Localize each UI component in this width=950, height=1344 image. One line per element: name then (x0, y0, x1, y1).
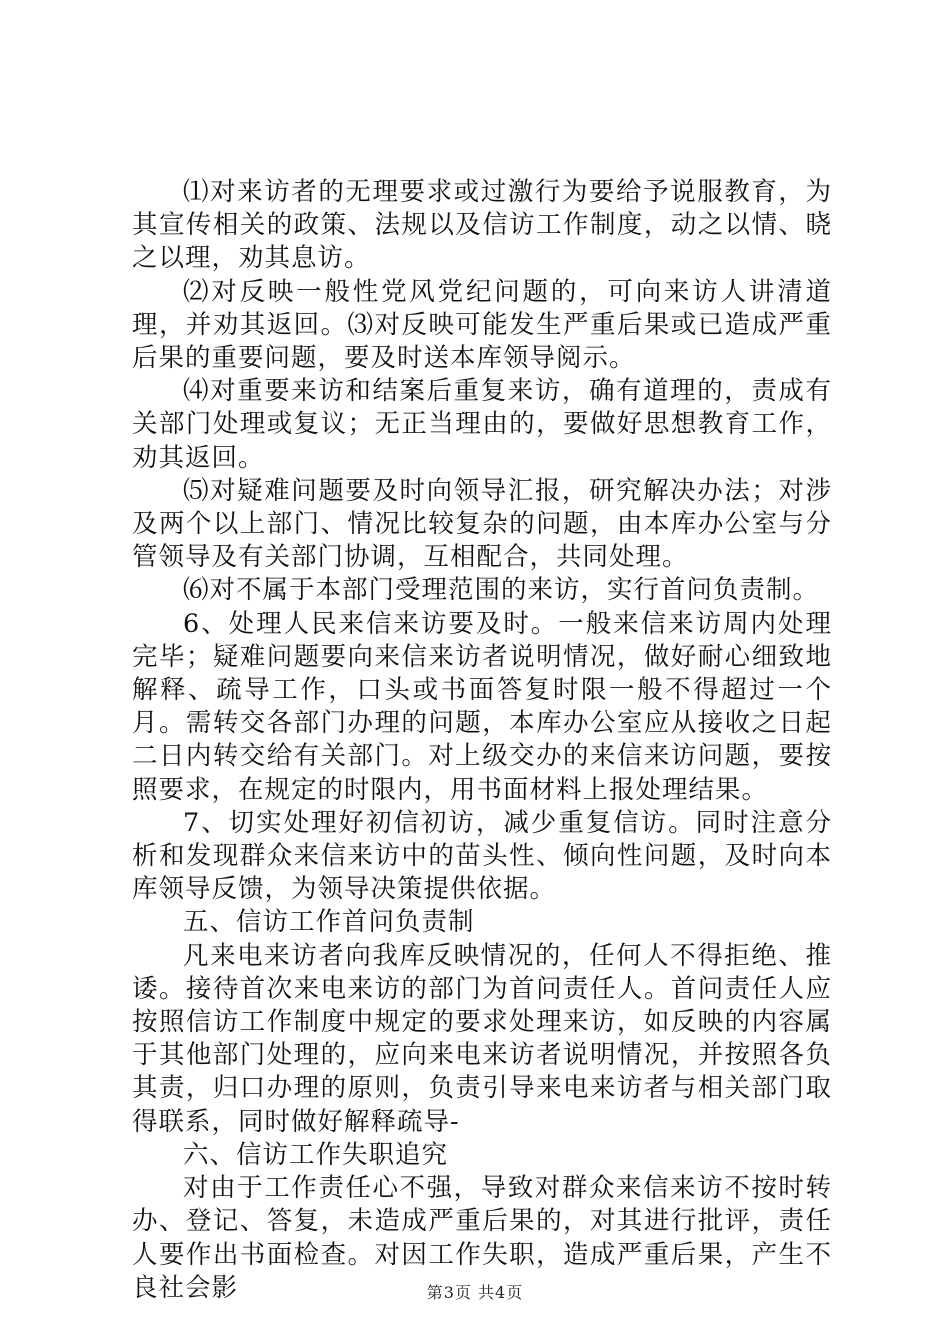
paragraph-5: ⑹对不属于本部门受理范围的来访，实行首问负责制。 (183, 575, 820, 606)
paragraph-4: ⑸对疑难问题要及时向领导汇报，研究解决办法；对涉及两个以上部门、情况比较复杂的问题，由本库办公室与分管领导及有关部门协调，互相配合，共同处理。 (132, 475, 832, 573)
paragraph-3: ⑷对重要来访和结案后重复来访，确有道理的，责成有关部门处理或复议；无正当理由的，要做好思想教育工作，劝其返回。 (132, 376, 832, 473)
paragraph-9: 对由于工作责任心不强，导致对群众来信来访不按时转办、登记、答复，未造成严重后果的，对其进行批评，责任人要作出书面检查。对因工作失职，造成严重后果，产生不良社会影 (132, 1173, 832, 1303)
paragraph-6: 6、处理人民来信来访要及时。一般来信来访周内处理完毕；疑难问题要向来信来访者说明情况，做好耐心细致地解释、疏导工作，口头或书面答复时限一般不得超过一个月。需转交各部门办理的问题，本库办公室应从接收之日起二日内转交给有关部门。对上级交办的来信来访问题，要按照要求，在规定的时限内，用书面材料上报处理结果。 (132, 608, 832, 805)
page-footer (0, 1283, 950, 1303)
document-body (132, 176, 832, 1305)
paragraph-7: 7、切实处理好初信初访，减少重复信访。同时注意分析和发现群众来信来访中的苗头性、倾向性问题，及时向本库领导反馈，为领导决策提供依据。 (132, 807, 832, 905)
paragraph-2: ⑵对反映一般性党风党纪问题的，可向来访人讲清道理，并劝其返回。⑶对反映可能发生严重后果或已造成严重后果的重要问题，要及时送本库领导阅示。 (132, 276, 832, 374)
section-heading-5: 五、信访工作首问负责制 (183, 907, 475, 938)
page-number-label: 第3页 共4页 (426, 1283, 524, 1302)
paragraph-1: ⑴对来访者的无理要求或过激行为要给予说服教育，为其宣传相关的政策、法规以及信访工作制度，动之以情、晓之以理，劝其息访。 (132, 177, 832, 274)
section-heading-6: 六、信访工作失职追究 (183, 1139, 449, 1170)
paragraph-8: 凡来电来访者向我库反映情况的，任何人不得拒绝、推诿。接待首次来电来访的部门为首问责任人。首问责任人应按照信访工作制度中规定的要求处理来访，如反映的内容属于其他部门处理的，应向来电来访者说明情况，并按照各负其责，归口办理的原则，负责引导来电来访者与相关部门取得联系，同时做好解释疏导- (132, 940, 832, 1137)
